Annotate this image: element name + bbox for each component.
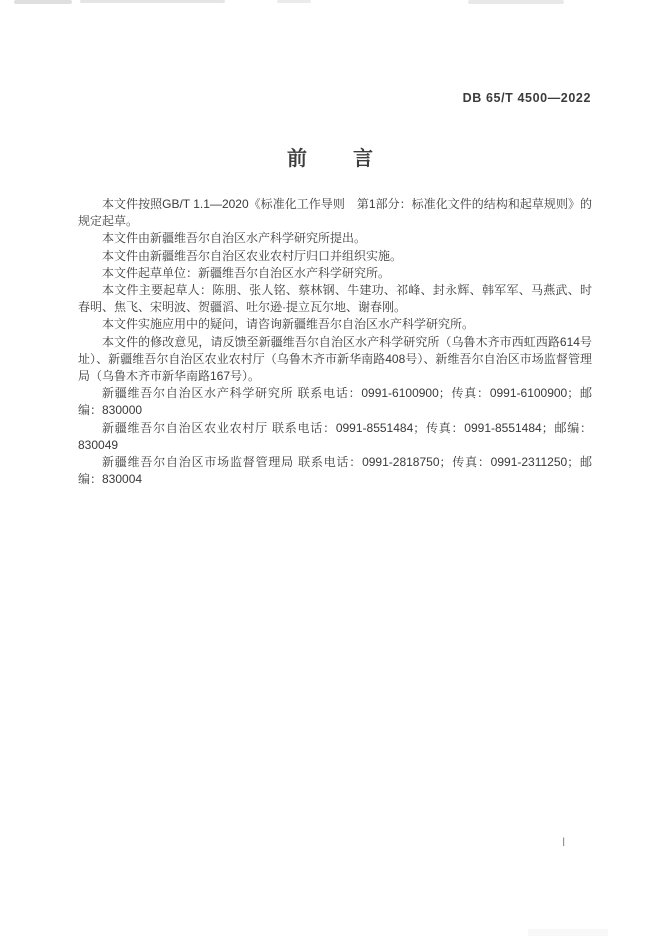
paragraph-basis: 本文件按照GB/T 1.1—2020《标准化工作导则 第1部分：标准化文件的结构和起草规则》的规定起草。 (78, 197, 592, 229)
paragraph-drafting-unit: 本文件起草单位：新疆维吾尔自治区水产科学研究所。 (102, 265, 391, 280)
paragraph-proposer: 本文件由新疆维吾尔自治区水产科学研究所提出。 (102, 231, 367, 246)
paragraph-feedback: 本文件的修改意见，请反馈至新疆维吾尔自治区水产科学研究所（乌鲁木齐市西虹西路614号址）、新疆维吾尔自治区农业农村厅（乌鲁木齐市新华南路408号）、新维吾尔自治区市场监督管理局（乌鲁木齐市新华南路167号）。 (78, 334, 592, 384)
foreword-body (78, 196, 592, 488)
paragraph-inquiries: 本文件实施应用中的疑问，请咨询新疆维吾尔自治区水产科学研究所。 (102, 317, 475, 332)
scan-artifact (14, 0, 72, 4)
page-title: 前 言 (287, 148, 375, 170)
contact-agriculture-dept: 新疆维吾尔自治区农业农村厅 联系电话：0991-8551484；传真：0991-8551484；邮编：830049 (78, 420, 592, 452)
page-number: I (562, 837, 566, 849)
contact-fishery-institute: 新疆维吾尔自治区水产科学研究所 联系电话：0991-6100900；传真：0991-6100900；邮编：830000 (78, 386, 592, 418)
paragraph-administration: 本文件由新疆维吾尔自治区农业农村厅归口并组织实施。 (102, 248, 403, 263)
contact-market-regulator: 新疆维吾尔自治区市场监督管理局 联系电话：0991-2818750；传真：0991-2311250；邮编：830004 (78, 455, 592, 487)
scan-artifact (468, 0, 564, 4)
scan-artifact (528, 929, 608, 936)
scan-artifact (277, 0, 311, 3)
scan-artifact (80, 0, 225, 3)
doc-number: DB 65/T 4500—2022 (462, 91, 591, 105)
paragraph-drafters: 本文件主要起草人：陈朋、张人铭、蔡林钢、牛建功、祁峰、封永辉、韩军军、马燕武、时春明、焦飞、宋明波、贺疆滔、吐尔逊·提立瓦尔地、谢春刚。 (78, 283, 592, 315)
